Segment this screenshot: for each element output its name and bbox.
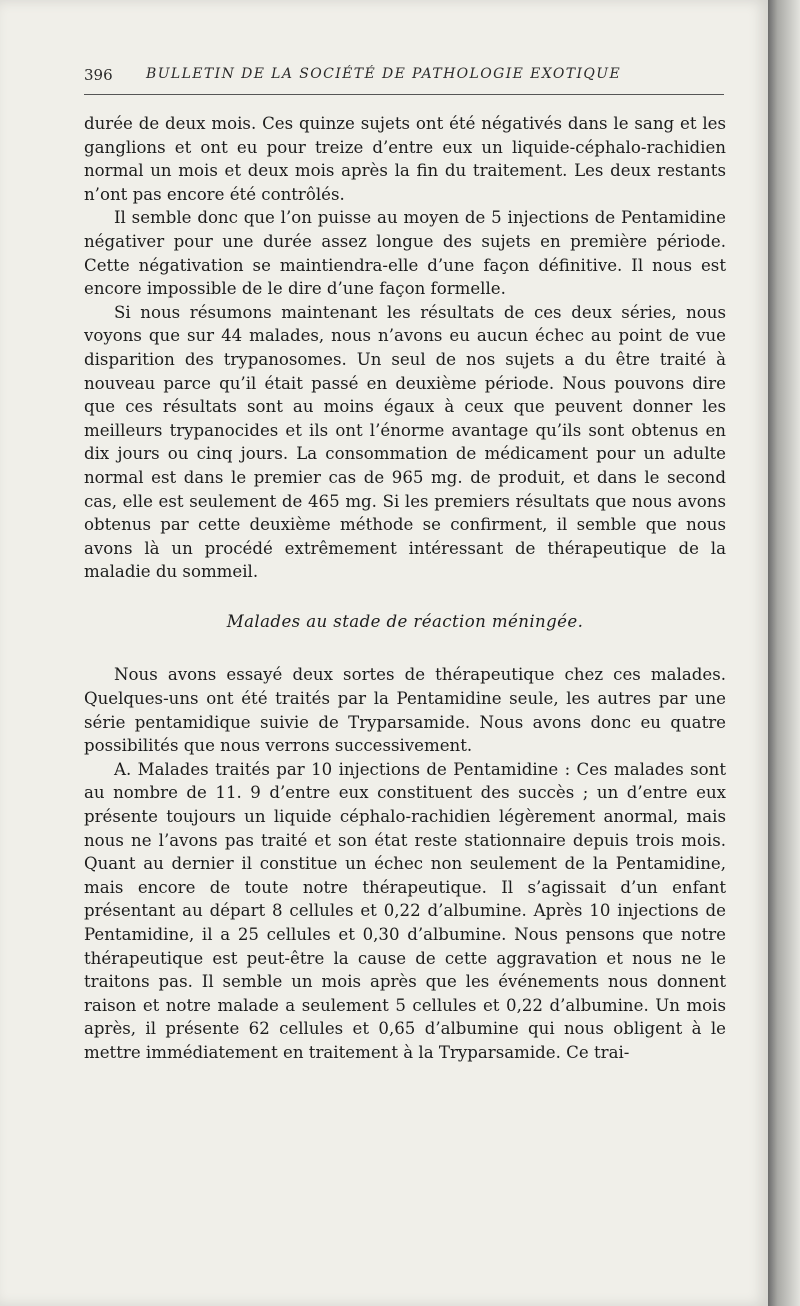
- page-number: 396: [84, 66, 113, 84]
- paragraph: A. Malades traités par 10 injections de Pentamidine : Ces malades sont au nombre de 11. 9 d’entre eux constituent des succès ; un d’entre eux présente toujours un liquide céphalo-rachidien légèrement anormal, mais nous ne l’avons pas traité et son état reste stationnaire depuis trois mois. Quant au dernier il constitue un échec non seulement de la Pentamidine, mais encore de toute notre thérapeutique. Il s’agissait d’un enfant présentant au départ 8 cellules et 0,22 d’albumine. Après 10 injections de Pentamidine, il a 25 cellules et 0,30 d’albumine. Nous pensons que notre thérapeutique est peut-être la cause de cette aggravation et nous ne le traitons pas. Il semble un mois après que les événements nous donnent raison et notre malade a seulement 5 cellules et 0,22 d’albumine. Un mois après, il présente 62 cellules et 0,65 d’albumine qui nous obligent à le mettre immédiatement en traitement à la Tryparsamide. Ce trai-: [84, 759, 726, 1062]
- body-text: [84, 112, 726, 1065]
- paragraph: Nous avons essayé deux sortes de thérapeutique chez ces malades. Quelques-uns ont été traités par la Pentamidine seule, les autres par une série pentamidique suivie de Tryparsamide. Nous avons donc eu quatre possibilités que nous verrons successivement.: [84, 665, 726, 756]
- paragraph: Il semble donc que l’on puisse au moyen de 5 injections de Pentamidine négativer pour une durée assez longue des sujets en première période. Cette négativation se maintiendra-elle d’une façon définitive. Il nous est encore impossible de le dire d’une façon formelle.: [84, 208, 726, 299]
- running-title: BULLETIN DE LA SOCIÉTÉ DE PATHOLOGIE EXOTIQUE: [146, 66, 622, 82]
- running-header: [84, 64, 724, 88]
- paragraph: Si nous résumons maintenant les résultats de ces deux séries, nous voyons que sur 44 malades, nous n’avons eu aucun échec au point de vue disparition des trypanosomes. Un seul de nos sujets a du être traité à nouveau parce qu’il était passé en deuxième période. Nous pouvons dire que ces résultats sont au moins égaux à ceux que peuvent donner les meilleurs trypanocides et ils ont l’énorme avantage qu’ils sont obtenus en dix jours ou cinq jours. La consommation de médicament pour un adulte normal est dans le premier cas de 965 mg. de produit, et dans le second cas, elle est seulement de 465 mg. Si les premiers résultats que nous avons obtenus par cette deuxième méthode se confirment, il semble que nous avons là un procédé extrêmement intéressant de thérapeutique de la maladie du sommeil.: [84, 302, 726, 582]
- paragraph: durée de deux mois. Ces quinze sujets ont été négativés dans le sang et les ganglions et ont eu pour treize d’entre eux un liquide-céphalo-rachidien normal un mois et deux mois après la fin du traitement. Les deux restants n’ont pas encore été contrôlés.: [84, 114, 726, 204]
- header-rule: [84, 94, 724, 95]
- page-edge-shadow: [768, 0, 800, 1306]
- section-heading: Malades au stade de réaction méningée.: [226, 611, 584, 631]
